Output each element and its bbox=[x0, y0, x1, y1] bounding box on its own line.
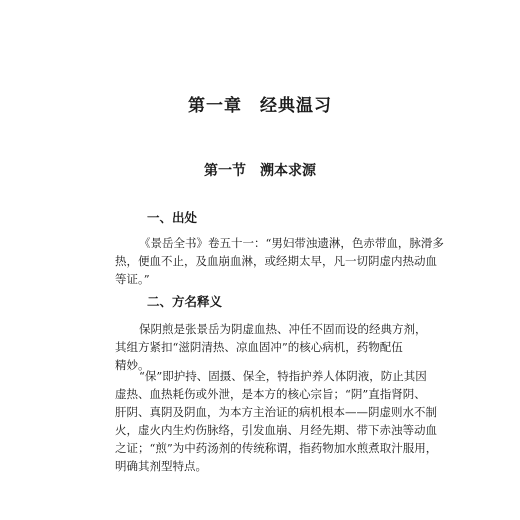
paragraph-line: “保”即护持、固摄、保全，特指护养人体阴液，防止其因 bbox=[139, 369, 427, 383]
section-title: 第一节 溯本求源 bbox=[204, 163, 316, 179]
paragraph-line: 明确其剂型特点。 bbox=[115, 459, 207, 473]
paragraph-line: 其组方紧扣“滋阴清热、凉血固冲”的核心病机，药物配伍 bbox=[115, 340, 403, 354]
paragraph-line: 火，虚火内生灼伤脉络，引发血崩、月经先期、带下赤浊等动血 bbox=[115, 423, 437, 437]
paragraph-line: 热，便血不止，及血崩血淋，或经期太早，凡一切阴虚内热动血 bbox=[115, 254, 437, 268]
paragraph-source bbox=[115, 234, 444, 288]
paragraph-meaning-1 bbox=[115, 320, 427, 374]
heading-source: 一、出处 bbox=[147, 210, 198, 225]
chapter-title: 第一章 经典温习 bbox=[188, 96, 332, 116]
paragraph-line: 《景岳全书》卷五十一：“男妇带浊遗淋，色赤带血，脉滑多 bbox=[139, 236, 444, 250]
paragraph-line: 保阴煎是张景岳为阴虚血热、冲任不固而设的经典方剂， bbox=[139, 322, 427, 336]
paragraph-line: 肝阴、真阴及阴血，为本方主治证的病机根本——阴虚则水不制 bbox=[115, 405, 437, 419]
paragraph-line: 之证；“煎”为中药汤剂的传统称谓，指药物加水煎煮取汁服用， bbox=[115, 441, 438, 455]
paragraph-line: 精妙。 bbox=[115, 358, 150, 372]
paragraph-meaning-2 bbox=[115, 367, 438, 475]
paragraph-line: 虚热、血热耗伤或外泄，是本方的核心宗旨；“阴”直指肾阴、 bbox=[115, 387, 426, 401]
paragraph-line: 等证。” bbox=[115, 272, 150, 286]
heading-meaning: 二、方名释义 bbox=[147, 294, 223, 309]
